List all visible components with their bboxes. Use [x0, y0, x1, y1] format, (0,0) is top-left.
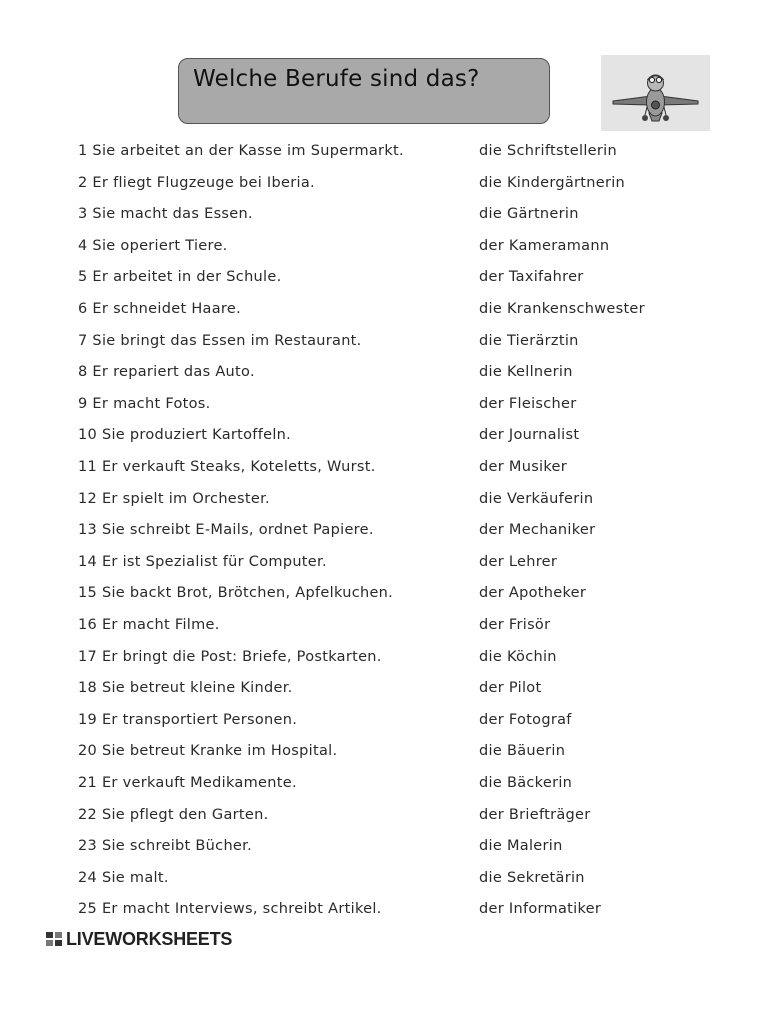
sentence-text: 10 Sie produziert Kartoffeln. — [78, 427, 292, 444]
list-item — [0, 617, 768, 643]
sentence-text: 2 Er fliegt Flugzeuge bei Iberia. — [78, 174, 315, 191]
list-item — [0, 901, 768, 927]
list-item — [0, 775, 768, 801]
list-item — [0, 333, 768, 359]
list-item — [0, 301, 768, 327]
profession-text: die Kindergärtnerin — [479, 174, 626, 191]
profession-text: die Kellnerin — [479, 364, 573, 381]
sentence-text: 16 Er macht Filme. — [78, 617, 220, 633]
profession-text: die Verkäuferin — [479, 490, 594, 507]
list-item — [0, 743, 768, 769]
profession-text: die Malerin — [479, 838, 563, 855]
profession-text: die Schriftstellerin — [479, 143, 617, 159]
footer-brand — [46, 928, 232, 950]
profession-text: die Sekretärin — [479, 869, 585, 886]
sentence-text: 15 Sie backt Brot, Brötchen, Apfelkuchen. — [78, 585, 394, 602]
sentence-text: 4 Sie operiert Tiere. — [78, 237, 228, 254]
profession-text: die Tierärztin — [479, 332, 579, 349]
sentence-text: 19 Er transportiert Personen. — [78, 711, 298, 728]
list-item — [0, 206, 768, 232]
list-item — [0, 585, 768, 611]
profession-text: der Kameramann — [479, 237, 610, 254]
list-item — [0, 396, 768, 422]
list-item — [0, 649, 768, 675]
sentence-text: 12 Er spielt im Orchester. — [78, 490, 270, 507]
sentence-text: 23 Sie schreibt Bücher. — [78, 838, 252, 855]
liveworksheets-logo-icon — [46, 931, 64, 947]
list-item — [0, 459, 768, 485]
profession-text: der Fotograf — [479, 711, 572, 728]
airplane-pilot-icon — [601, 55, 710, 131]
list-item — [0, 427, 768, 453]
sentence-text: 11 Er verkauft Steaks, Koteletts, Wurst. — [78, 459, 376, 475]
profession-text: der Mechaniker — [479, 522, 596, 539]
sentence-text: 8 Er repariert das Auto. — [78, 364, 255, 381]
page-title: Welche Berufe sind das? — [193, 66, 480, 92]
sentence-text: 25 Er macht Interviews, schreibt Artikel. — [78, 901, 382, 918]
list-item — [0, 807, 768, 833]
list-item — [0, 680, 768, 706]
list-item — [0, 364, 768, 390]
sentence-text: 24 Sie malt. — [78, 869, 169, 886]
list-item — [0, 491, 768, 517]
profession-text: die Bäckerin — [479, 775, 573, 791]
footer-brand-text: LIVEWORKSHEETS — [66, 928, 233, 949]
title-box — [178, 58, 550, 124]
profession-text: der Lehrer — [479, 553, 558, 570]
sentence-text: 21 Er verkauft Medikamente. — [78, 775, 297, 791]
profession-text: die Bäuerin — [479, 743, 566, 760]
list-item — [0, 838, 768, 864]
profession-text: der Briefträger — [479, 806, 591, 823]
sentence-text: 6 Er schneidet Haare. — [78, 301, 241, 317]
profession-text: die Köchin — [479, 648, 557, 665]
profession-text: der Fleischer — [479, 395, 577, 412]
sentence-text: 7 Sie bringt das Essen im Restaurant. — [78, 332, 362, 349]
profession-text: die Gärtnerin — [479, 206, 579, 223]
profession-text: der Journalist — [479, 427, 580, 444]
list-item — [0, 870, 768, 896]
sentence-text: 9 Er macht Fotos. — [78, 395, 211, 412]
sentence-text: 3 Sie macht das Essen. — [78, 206, 253, 223]
sentence-text: 20 Sie betreut Kranke im Hospital. — [78, 743, 338, 760]
profession-text: der Pilot — [479, 680, 542, 697]
profession-text: die Krankenschwester — [479, 301, 645, 317]
list-item — [0, 143, 768, 169]
list-item — [0, 554, 768, 580]
list-item — [0, 175, 768, 201]
profession-text: der Frisör — [479, 617, 551, 633]
list-item — [0, 269, 768, 295]
sentence-text: 5 Er arbeitet in der Schule. — [78, 269, 282, 286]
sentence-text: 13 Sie schreibt E-Mails, ordnet Papiere. — [78, 522, 374, 539]
sentence-text: 22 Sie pflegt den Garten. — [78, 806, 269, 823]
sentence-text: 14 Er ist Spezialist für Computer. — [78, 553, 327, 570]
profession-text: der Musiker — [479, 459, 568, 475]
sentence-text: 18 Sie betreut kleine Kinder. — [78, 680, 293, 697]
list-item — [0, 238, 768, 264]
list-item — [0, 522, 768, 548]
sentence-text: 17 Er bringt die Post: Briefe, Postkarten. — [78, 648, 382, 665]
profession-text: der Informatiker — [479, 901, 602, 918]
profession-text: der Apotheker — [479, 585, 587, 602]
list-item — [0, 712, 768, 738]
sentence-text: 1 Sie arbeitet an der Kasse im Supermarkt. — [78, 143, 404, 159]
profession-text: der Taxifahrer — [479, 269, 584, 286]
